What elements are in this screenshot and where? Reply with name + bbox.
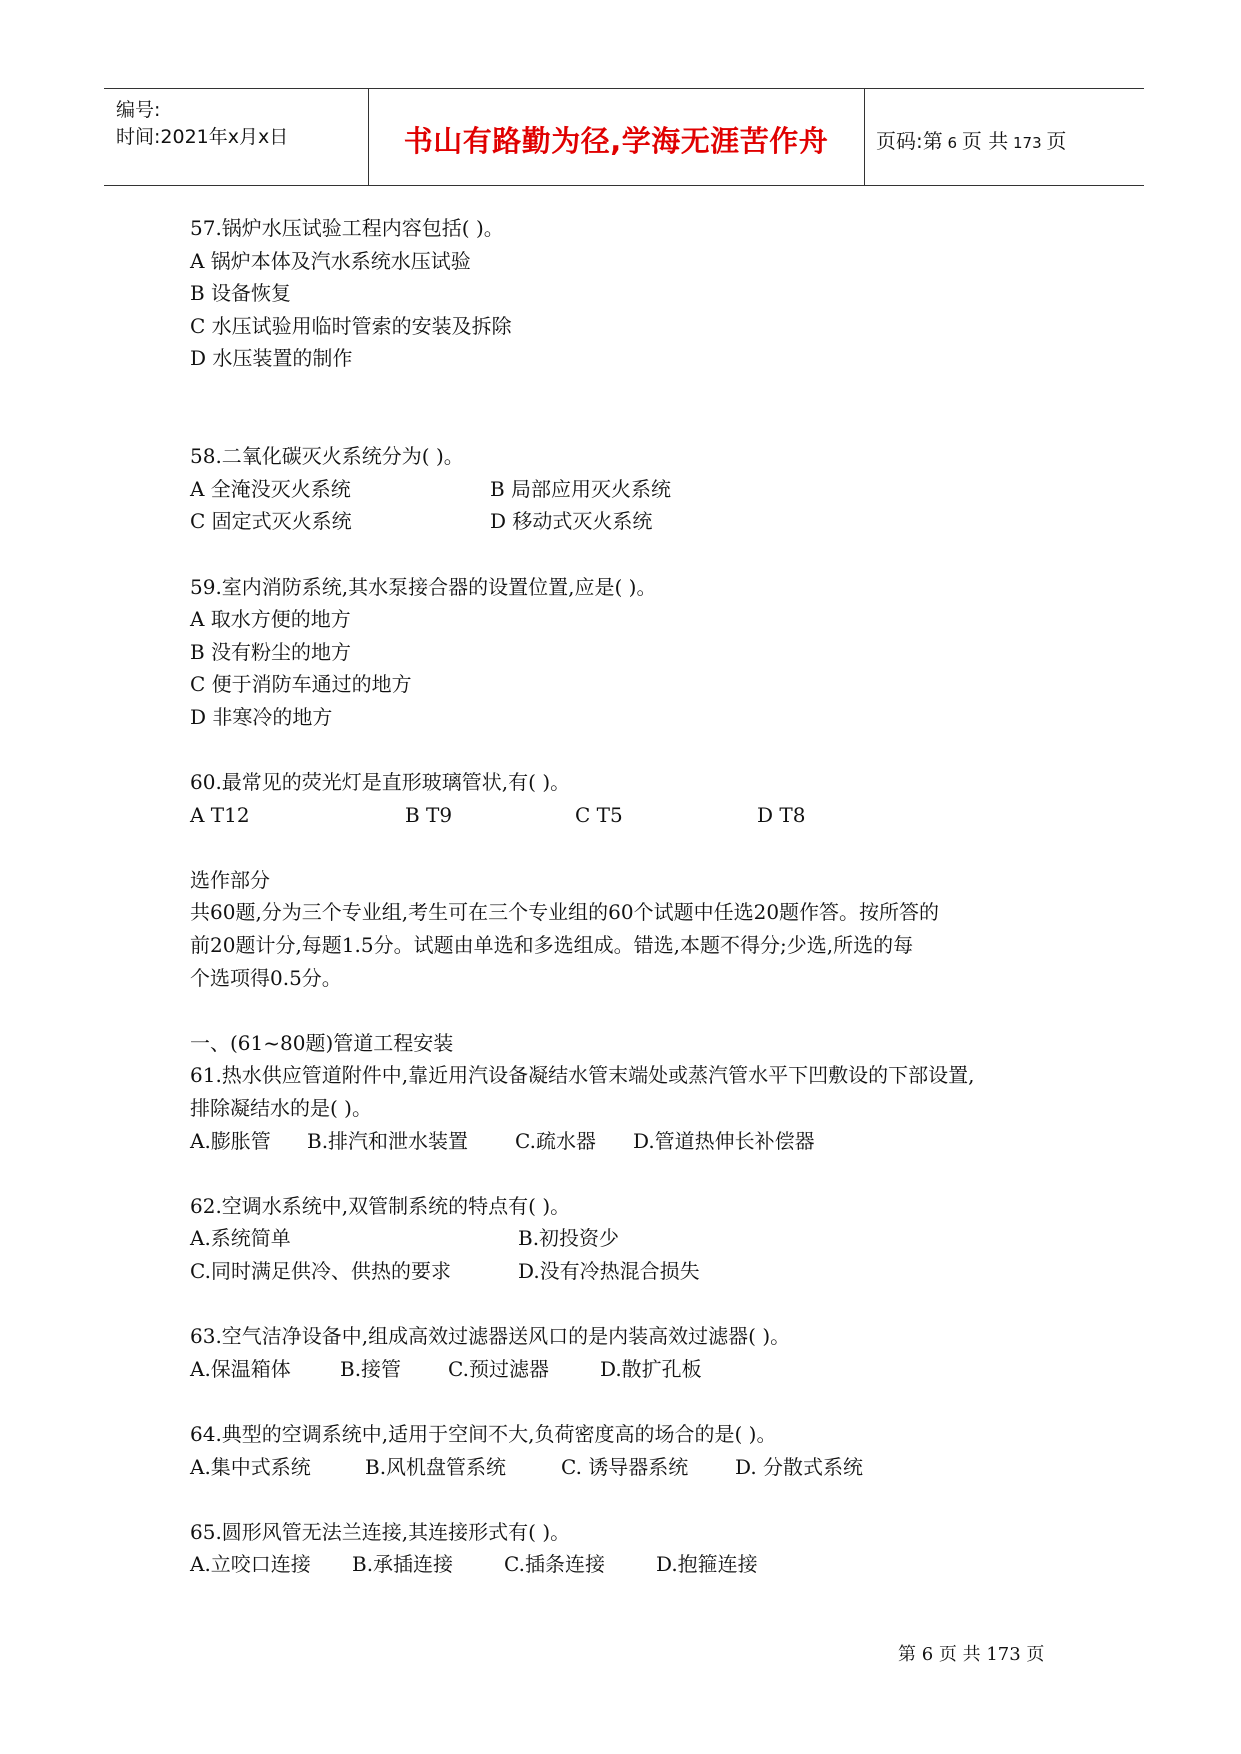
option-a: A.立咬口连接 <box>190 1552 311 1577</box>
option-d: D 移动式灭火系统 <box>490 509 653 534</box>
option-d: D. 分散式系统 <box>735 1454 864 1479</box>
option-d: D.管道热伸长补偿器 <box>633 1128 815 1153</box>
option-a: A.集中式系统 <box>190 1454 311 1479</box>
section-heading: 一、(61~80题)管道工程安装 <box>190 1030 454 1055</box>
option-a: A T12 <box>190 802 250 827</box>
optional-section <box>190 864 1070 994</box>
option-c: C 水压试验用临时管索的安装及拆除 <box>190 313 512 338</box>
option-d: D.散扩孔板 <box>600 1356 702 1381</box>
option-b: B T9 <box>405 802 453 827</box>
page-prefix: 页码:第 <box>876 129 943 153</box>
section-desc-line: 个选项得0.5分。 <box>190 965 342 990</box>
header-motto-cell <box>368 89 865 185</box>
option-c: C.预过滤器 <box>448 1356 549 1381</box>
question-stem-cont: 排除凝结水的是( )。 <box>190 1096 372 1121</box>
option-c: C 便于消防车通过的地方 <box>190 672 412 697</box>
page-no: 6 <box>947 134 958 152</box>
question-62 <box>190 1190 1070 1288</box>
question-65 <box>190 1516 1070 1581</box>
page-header <box>104 88 1144 186</box>
option-b: B 局部应用灭火系统 <box>490 476 672 501</box>
question-57 <box>190 212 1070 375</box>
option-c: C 固定式灭火系统 <box>190 509 352 534</box>
option-a: A.保温箱体 <box>190 1356 291 1381</box>
option-a: A.系统简单 <box>190 1226 291 1251</box>
page-suffix: 页 <box>1046 129 1067 153</box>
option-d: D 水压装置的制作 <box>190 346 353 371</box>
option-a: A.膨胀管 <box>190 1128 271 1153</box>
options-row <box>190 1353 1070 1386</box>
option-b: B.风机盘管系统 <box>365 1454 507 1479</box>
options-row <box>190 473 1070 506</box>
option-c: C.同时满足供冷、供热的要求 <box>190 1259 451 1283</box>
question-stem: 59.室内消防系统,其水泵接合器的设置位置,应是( )。 <box>190 574 657 599</box>
spacer <box>190 1385 1070 1418</box>
section-desc-line: 前20题计分,每题1.5分。试题由单选和多选组成。错选,本题不得分;少选,所选的每 <box>190 933 914 958</box>
option-d: D.没有冷热混合损失 <box>518 1259 700 1283</box>
question-63 <box>190 1320 1070 1385</box>
option-b: B.接管 <box>340 1356 402 1381</box>
question-stem: 57.锅炉水压试验工程内容包括( )。 <box>190 216 504 240</box>
spacer <box>190 375 1070 440</box>
time-label: 时间:2021年x月x日 <box>116 126 289 148</box>
question-stem: 65.圆形风管无法兰连接,其连接形式有( )。 <box>190 1519 571 1544</box>
question-stem: 58.二氧化碳灭火系统分为( )。 <box>190 444 464 469</box>
spacer <box>190 734 1070 767</box>
option-b: B 没有粉尘的地方 <box>190 639 352 664</box>
options-row <box>190 799 1070 832</box>
question-59 <box>190 571 1070 734</box>
option-c: C.疏水器 <box>515 1128 596 1153</box>
header-meta <box>104 89 369 185</box>
header-page-number <box>876 125 1066 154</box>
options-row <box>190 1222 1070 1255</box>
page-total: 173 <box>1013 134 1042 152</box>
options-row <box>190 1548 1070 1581</box>
question-61 <box>190 1059 1070 1157</box>
header-page-cell <box>864 89 1144 185</box>
options-row <box>190 1255 1070 1288</box>
options-row <box>190 505 1070 538</box>
spacer <box>190 1157 1070 1190</box>
option-b: B.初投资少 <box>518 1226 620 1251</box>
option-a: A 锅炉本体及汽水系统水压试验 <box>190 248 471 273</box>
options-row <box>190 1451 1070 1484</box>
number-label: 编号: <box>116 99 161 121</box>
question-stem: 61.热水供应管道附件中,靠近用汽设备凝结水管末端处或蒸汽管水平下凹敷设的下部设置, <box>190 1063 975 1088</box>
section-desc-line: 共60题,分为三个专业组,考生可在三个专业组的60个试题中任选20题作答。按所答的 <box>190 900 940 925</box>
spacer <box>190 994 1070 1027</box>
page-mid: 页 共 <box>961 129 1009 153</box>
question-64 <box>190 1418 1070 1483</box>
option-a: A 取水方便的地方 <box>190 607 351 632</box>
spacer <box>190 1483 1070 1516</box>
option-c: C. 诱导器系统 <box>561 1454 689 1479</box>
option-c: C T5 <box>575 802 623 827</box>
option-d: D.抱箍连接 <box>656 1552 758 1577</box>
option-d: D 非寒冷的地方 <box>190 704 333 729</box>
option-b: B.排汽和泄水装置 <box>307 1128 469 1153</box>
option-b: B.承插连接 <box>352 1552 454 1577</box>
page-footer: 第 6 页 共 173 页 <box>898 1644 1045 1665</box>
question-58 <box>190 440 1070 538</box>
options-row <box>190 1125 1070 1158</box>
question-stem: 60.最常见的荧光灯是直形玻璃管状,有( )。 <box>190 770 571 795</box>
spacer <box>190 538 1070 571</box>
section-title: 选作部分 <box>190 867 270 892</box>
question-stem: 63.空气洁净设备中,组成高效过滤器送风口的是内装高效过滤器( )。 <box>190 1324 791 1349</box>
question-stem: 64.典型的空调系统中,适用于空间不大,负荷密度高的场合的是( )。 <box>190 1421 777 1446</box>
option-d: D T8 <box>757 802 806 827</box>
document-body <box>190 212 1070 1581</box>
option-c: C.插条连接 <box>504 1552 605 1577</box>
question-stem: 62.空调水系统中,双管制系统的特点有( )。 <box>190 1193 571 1218</box>
spacer <box>190 831 1070 864</box>
spacer <box>190 1288 1070 1321</box>
option-a: A 全淹没灭火系统 <box>190 476 351 501</box>
option-b: B 设备恢复 <box>190 281 292 306</box>
question-60 <box>190 766 1070 831</box>
motto: 书山有路勤为径,学海无涯苦作舟 <box>403 124 829 158</box>
